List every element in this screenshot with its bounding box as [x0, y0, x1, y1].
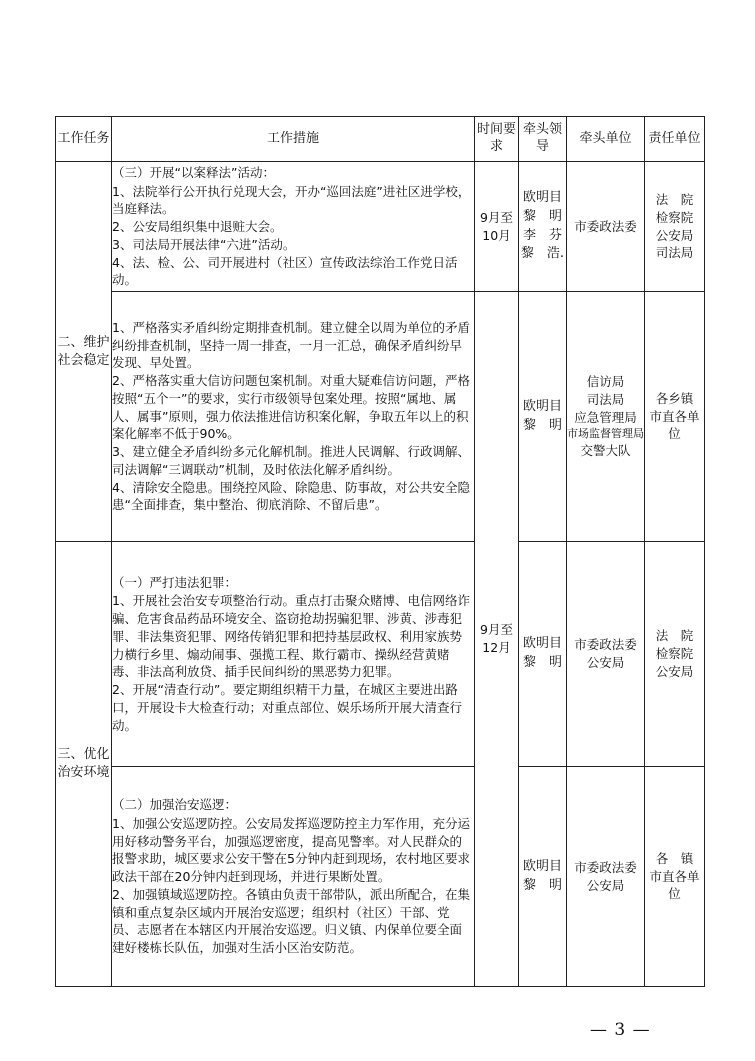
measure-line: 4、法、检、公、司开展进村（社区）宣传政法综治工作党日活动。 [112, 254, 458, 288]
lead-unit: 市场监督管理局 [567, 427, 644, 441]
header-lead: 牵头领导 [519, 117, 567, 162]
lead-name: 欧明目 [522, 858, 562, 874]
table-row [56, 162, 705, 292]
resp-unit: 法 院 [655, 628, 694, 644]
table-header-row [56, 117, 705, 162]
lead-cell [519, 767, 567, 987]
measures-cell [112, 542, 475, 767]
time-cell: 9月至10月 [475, 162, 519, 292]
table-row [56, 542, 705, 767]
lead-unit: 市委政法委 [574, 218, 637, 234]
resp-unit: 司法局 [655, 245, 694, 261]
measure-line: 1、法院举行公开执行兑现大会，开办“巡回法庭”进社区进学校，当庭释法。 [112, 183, 471, 217]
lead-unit: 应急管理局 [574, 409, 637, 425]
lead-cell [519, 162, 567, 292]
lead-name: 黎 明 [522, 208, 562, 224]
lead-unit: 司法局 [586, 391, 625, 407]
resp-unit: 公安局 [655, 227, 694, 243]
resp-unit: 公安局 [655, 663, 694, 679]
measure-title: （三）开展“以案释法”活动： [112, 164, 275, 180]
lead-name: 黎 明 [522, 417, 562, 433]
lead-name: 黎 明 [522, 655, 562, 670]
resp-unit: 各乡镇 [655, 390, 694, 406]
lead-cell [519, 292, 567, 542]
measure-line: 1、加强公安巡逻防控。公安局发挥巡逻防控主力军作用，充分运用好移动警务平台，加强巡逻密度，提高见警率。对人民群众的报警求助，城区要求公安干警在5分钟内赶到现场，农村地区要求政法干部在20分钟内赶到现场，并进行果断处置。 [112, 815, 470, 885]
table-row [56, 292, 705, 542]
resp-unit: 法 院 [655, 192, 694, 207]
resp-unit-cell [645, 542, 705, 767]
lead-unit-cell [567, 162, 645, 292]
resp-unit: 各 镇 [655, 850, 694, 866]
lead-unit: 公安局 [586, 655, 625, 670]
work-plan-table [55, 116, 705, 987]
resp-unit-cell [645, 767, 705, 987]
header-task: 工作任务 [56, 117, 112, 162]
measure-line: 3、建立健全矛盾纠纷多元化解机制。推进人民调解、行政调解、司法调解“三调联动”机制，及时依法化解矛盾纠纷。 [112, 444, 470, 477]
measure-title: （一）严打违法犯罪： [112, 574, 238, 590]
resp-unit: 检察院 [655, 646, 694, 662]
time-cell-shared: 9月至12月 [475, 292, 519, 987]
lead-unit: 交警大队 [580, 443, 631, 459]
lead-name: 欧明目 [522, 189, 562, 205]
resp-unit: 市直各单位 [649, 868, 700, 902]
resp-unit-cell [645, 292, 705, 542]
task-public-security: 三、优化治安环境 [56, 542, 112, 987]
measure-line: 2、开展“清查行动”。要定期组织精干力量，在城区主要进出路口，开展设卡大检查行动；对重点部位、娱乐场所开展大清查行动。 [112, 682, 463, 733]
header-resp-unit: 责任单位 [645, 117, 705, 162]
page-number: — 3 — [590, 1020, 651, 1040]
lead-unit: 信访局 [586, 374, 625, 390]
measure-line: 1、严格落实矛盾纠纷定期排查机制。建立健全以周为单位的矛盾纠纷排查机制，坚持一周一排查，一月一汇总，确保矛盾纠纷早发现、早处置。 [112, 319, 470, 371]
lead-name: 黎 明 [522, 877, 562, 893]
measures-cell [112, 292, 475, 542]
measure-line: 2、加强镇域巡逻防控。各镇由负责干部带队，派出所配合，在集镇和重点复杂区域内开展治安巡逻；组织村（社区）干部、党员、志愿者在本辖区内开展治安巡逻。归义镇、内保单位要全面建好楼栋长队伍，加强对生活小区治安防范。 [112, 886, 470, 956]
measure-line: 3、司法局开展法律“六进”活动。 [112, 236, 296, 252]
measure-title: （二）加强治安巡逻： [112, 797, 238, 813]
measure-line: 2、严格落实重大信访问题包案机制。对重大疑难信访问题，严格按照“五个一”的要求，实行市级领导包案处理。按照“属地、属人、属事”原则，强力依法推进信访积案化解，争取五年以上的积案化解率不低于90%。 [112, 373, 470, 442]
lead-unit-cell [567, 767, 645, 987]
header-time: 时间要求 [475, 117, 519, 162]
measures-cell [112, 767, 475, 987]
lead-unit-cell [567, 292, 645, 542]
lead-name: 黎 浩. [520, 246, 565, 262]
lead-unit-cell [567, 542, 645, 767]
task-social-stability: 二、维护社会稳定 [56, 162, 112, 542]
lead-name: 欧明目 [522, 636, 562, 652]
lead-unit: 市委政法委 [574, 637, 637, 653]
lead-name: 欧明目 [522, 398, 562, 414]
lead-unit: 市委政法委 [574, 859, 637, 875]
lead-name: 李 芬 [522, 227, 562, 243]
measure-line: 2、公安局组织集中退赃大会。 [112, 219, 283, 235]
measure-line: 1、开展社会治安专项整治行动。重点打击聚众赌博、电信网络诈骗、危害食品药品环境安全、盗窃抢劫拐骗犯罪、涉黄、涉毒犯罪、非法集资犯罪、网络传销犯罪和把持基层政权、利用家族势力横行乡里、煽动闹事、强揽工程、欺行霸市、操纵经营黄赌毒、非法高利放贷、插手民间纠纷的黑恶势力犯罪。 [112, 593, 470, 680]
header-measures: 工作措施 [112, 117, 475, 162]
resp-unit: 检察院 [655, 209, 694, 225]
measure-line: 4、清除安全隐患。围绕控风险、除隐患、防事故，对公共安全隐患“全面排查，集中整治、彻底消除、不留后患”。 [112, 479, 470, 513]
resp-unit: 市直各单位 [649, 408, 700, 442]
lead-unit: 公安局 [586, 877, 625, 893]
resp-unit-cell [645, 162, 705, 292]
measures-cell [112, 162, 475, 292]
lead-cell [519, 542, 567, 767]
table-row [56, 767, 705, 987]
header-lead-unit: 牵头单位 [567, 117, 645, 162]
